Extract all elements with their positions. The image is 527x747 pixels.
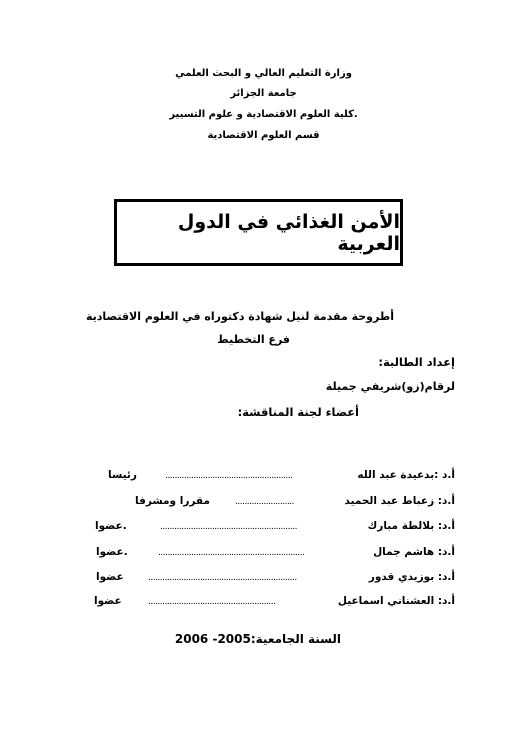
- member-name: أ.د: زعباط عبد الحميد: [344, 495, 455, 507]
- thesis-title: الأمن الغذائي في الدول العربية: [177, 210, 400, 255]
- member-dots: .........................: [235, 497, 295, 507]
- student-name: لرقام(زو)شريفي جميلة: [325, 380, 455, 393]
- academic-year: السنة الجامعية:2005- 2006: [174, 632, 341, 646]
- title-box: [114, 199, 403, 266]
- member-role: مقررا ومشرفا: [135, 495, 210, 507]
- faculty-line: .كلية العلوم الاقتصادية و علوم التسيير: [169, 109, 358, 120]
- member-name: أ.د :بدعيدة عبد الله: [357, 469, 455, 481]
- member-role: .عضوا: [96, 546, 128, 558]
- thesis-description: أطروحة مقدمة لنيل شهادة دكتوراه في العلوم الاقتصادية: [85, 310, 394, 323]
- committee-heading: أعضاء لجنة المناقشة:: [237, 405, 359, 419]
- member-dots: ...............................................................: [148, 573, 297, 583]
- member-name: أ.د: بوزيدي قدور: [368, 571, 455, 583]
- member-role: .عضوا: [95, 520, 127, 532]
- member-dots: ......................................................: [165, 471, 293, 481]
- member-name: أ.د: بلالطة مبارك: [367, 520, 455, 532]
- member-name: أ.د: العشناني اسماعيل: [337, 595, 455, 607]
- member-dots: ......................................................: [148, 597, 276, 607]
- thesis-branch: فرع التخطيط: [217, 333, 290, 346]
- university-line: جامعة الجزائر: [230, 88, 297, 99]
- department-line: قسم العلوم الاقتصادية: [207, 130, 320, 141]
- member-role: عضوا: [96, 571, 124, 583]
- member-dots: ..............................................................: [158, 548, 305, 558]
- ministry-line: وزارة التعليم العالي و البحث العلمي: [175, 68, 352, 79]
- member-role: عضوا: [94, 595, 122, 607]
- member-role: رئيسا: [108, 469, 137, 481]
- member-name: أ.د: هاشم جمال: [373, 546, 455, 558]
- member-dots: ..........................................................: [160, 522, 297, 532]
- preparation-label: إعداد الطالبة:: [378, 355, 455, 369]
